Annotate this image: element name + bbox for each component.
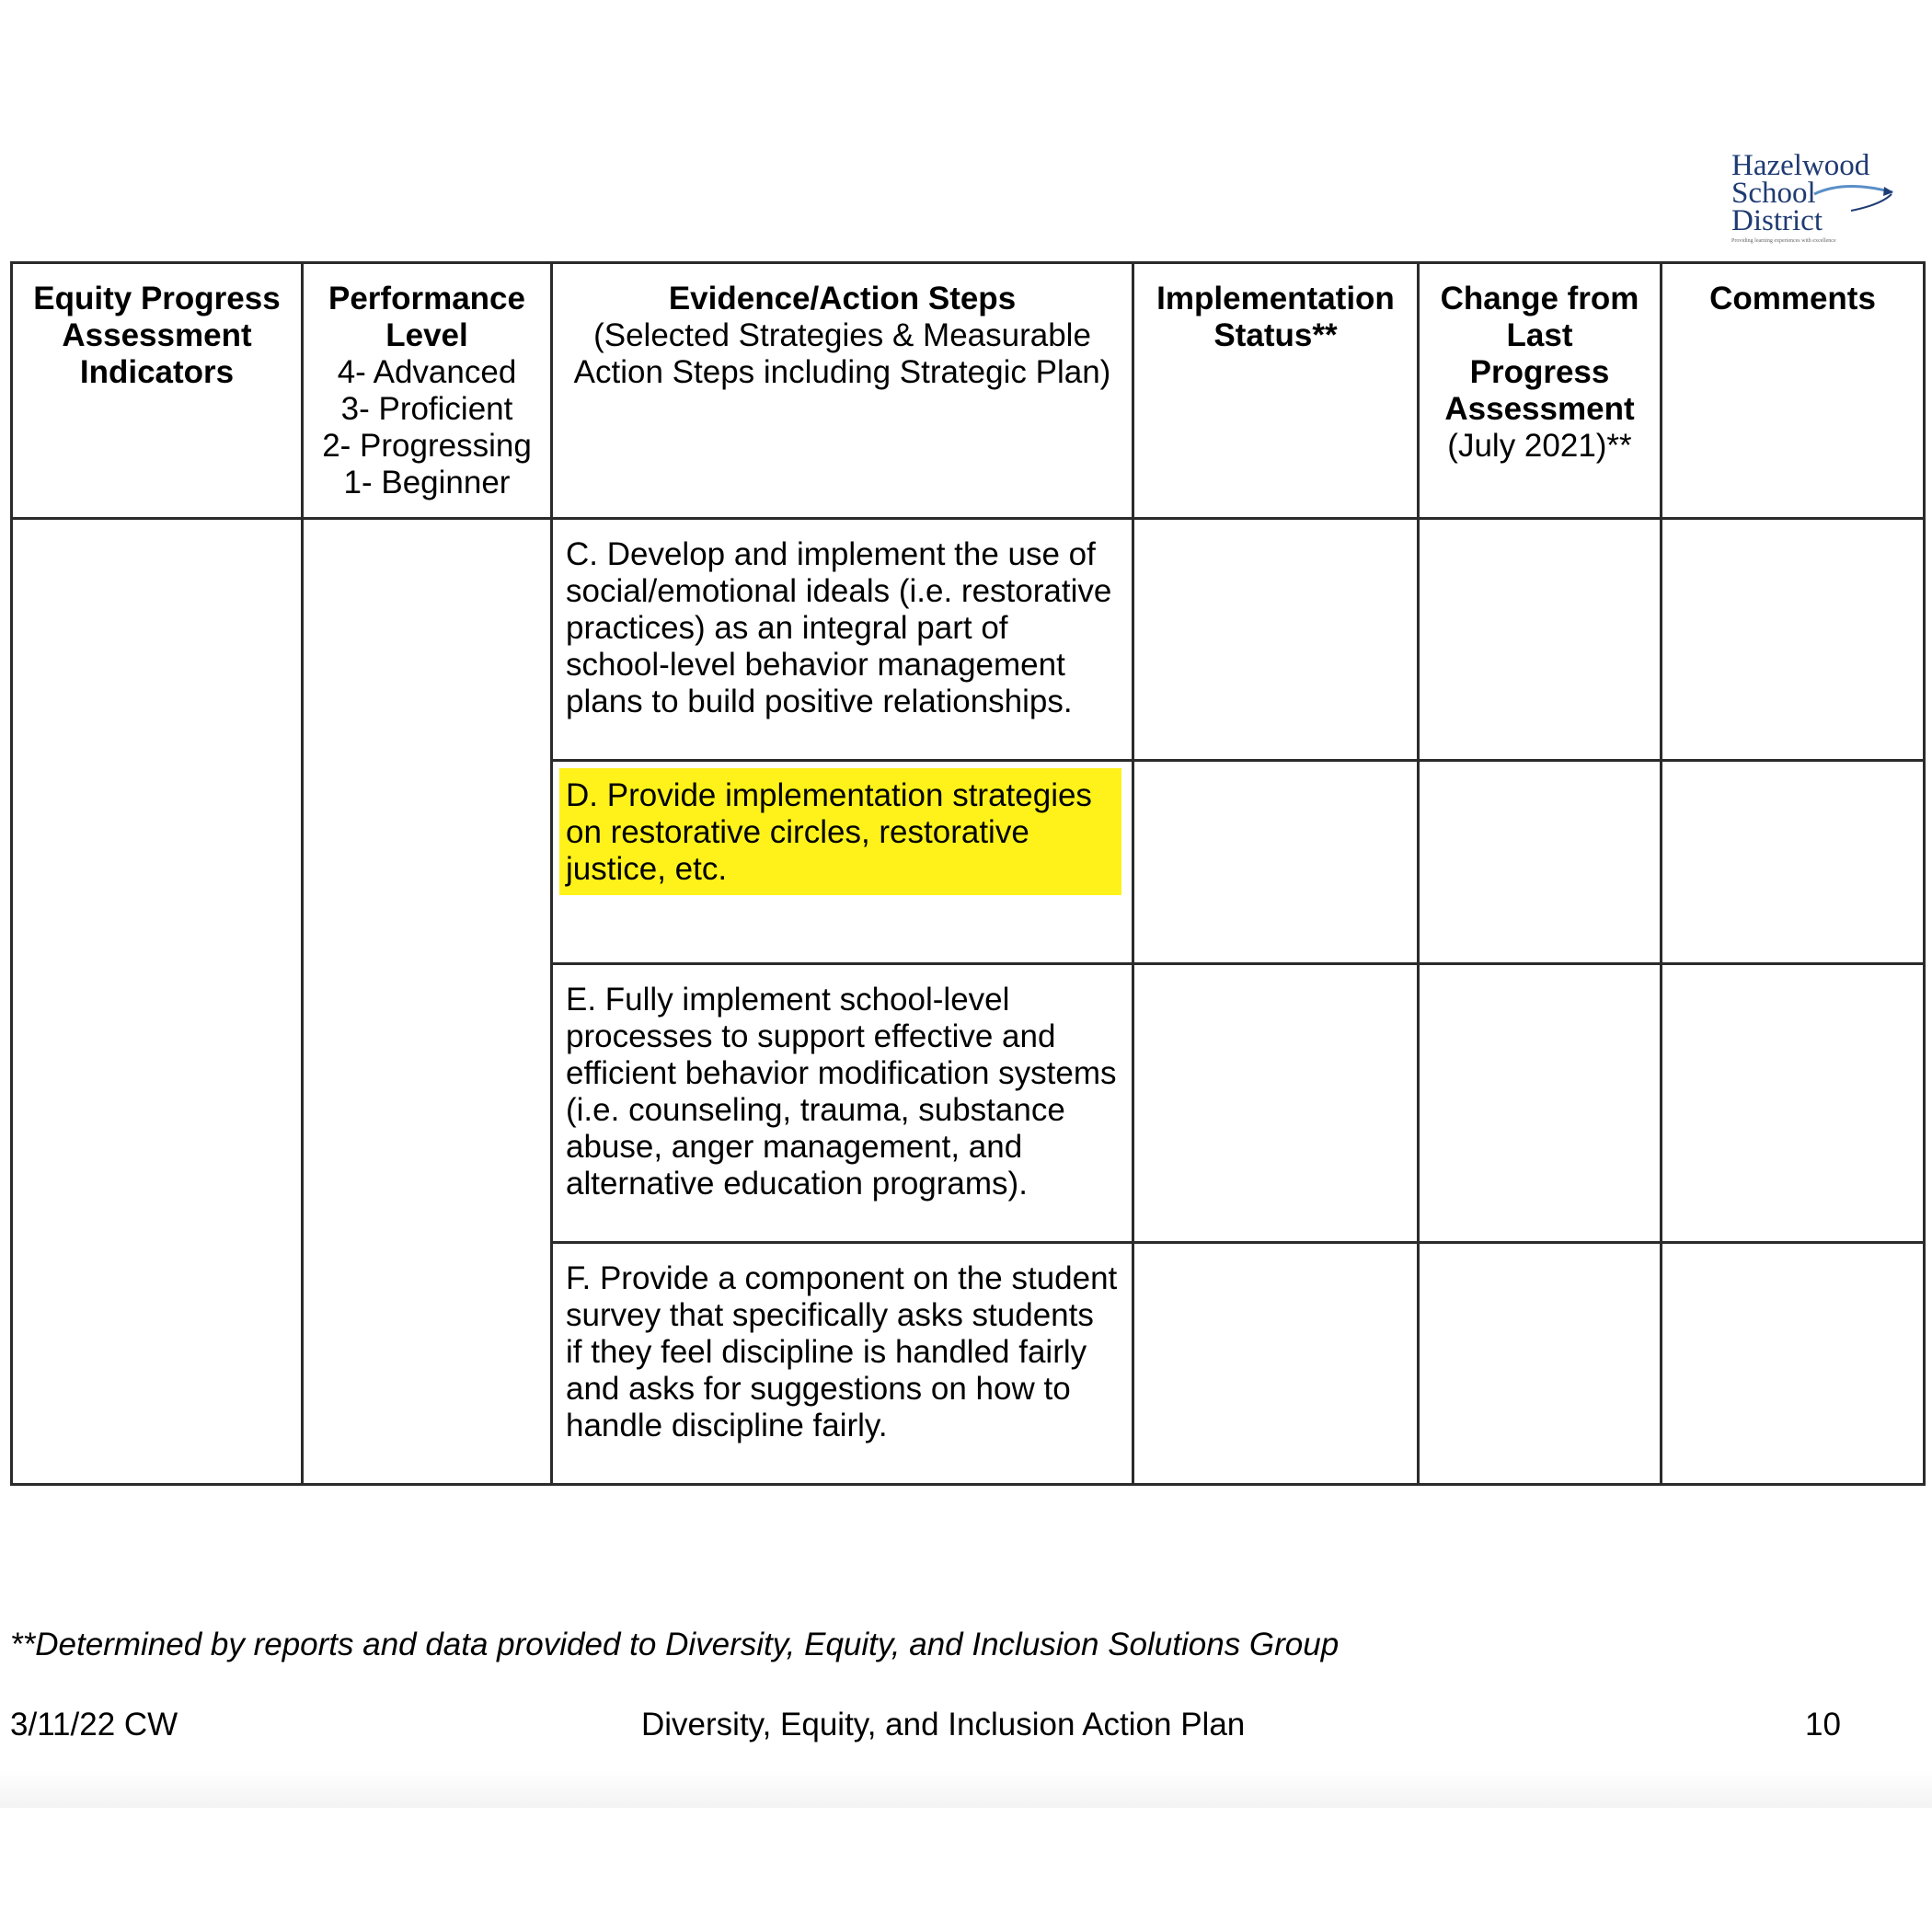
action-step-f: F. Provide a component on the student survey that specifically asks students if they feel discipline is handled fairly and asks for suggestions on how to handle discipline fairly. (566, 1260, 1118, 1443)
performance-level-cell (303, 519, 552, 1485)
footnote: **Determined by reports and data provided to Diversity, Equity, and Inclusion Solutions Group (10, 1627, 1340, 1662)
header-performance-level: Performance Level 4- Advanced 3- Proficient 2- Progressing 1- Beginner (303, 263, 552, 519)
change-cell (1419, 519, 1662, 761)
footer-date: 3/11/22 CW (10, 1707, 178, 1742)
action-step-c: C. Develop and implement the use of social/emotional ideals (i.e. restorative practices) as an integral part of school-level behavior management plans to build positive relationships. (566, 536, 1112, 719)
comments-cell (1662, 519, 1925, 761)
change-cell (1419, 964, 1662, 1243)
logo-line-1: Hazelwood (1731, 149, 1870, 182)
change-cell (1419, 761, 1662, 964)
table-row (12, 519, 1925, 761)
action-step-cell (552, 1243, 1133, 1485)
logo-line-2: School (1731, 177, 1816, 210)
footer-title: Diversity, Equity, and Inclusion Action Plan (641, 1707, 1246, 1742)
logo-tagline: Providing learning experiences with excellence (1731, 238, 1836, 244)
action-step-e: E. Fully implement school-level processes to support effective and efficient behavior modification systems (i.e. counseling, trauma, substance abuse, anger management, and alternative education programs). (566, 982, 1117, 1202)
header-equity-indicators: Equity Progress Assessment Indicators (12, 263, 303, 519)
header-change-from-last: Change from Last Progress Assessment (July 2021)** (1419, 263, 1662, 519)
implementation-status-cell (1133, 1243, 1419, 1485)
equity-indicator-cell (12, 519, 303, 1485)
header-evidence-action-steps: Evidence/Action Steps (Selected Strategies & Measurable Action Steps including Strategic Plan) (552, 263, 1133, 519)
header-comments: Comments (1662, 263, 1925, 519)
action-step-cell (552, 761, 1133, 964)
implementation-status-cell (1133, 964, 1419, 1243)
action-step-cell (552, 964, 1133, 1243)
page-number: 10 (1805, 1707, 1841, 1742)
change-cell (1419, 1243, 1662, 1485)
district-logo (1731, 150, 1897, 251)
implementation-status-cell (1133, 761, 1419, 964)
highlight-box (559, 768, 1121, 895)
comments-cell (1662, 1243, 1925, 1485)
action-plan-table (10, 261, 1926, 1486)
comments-cell (1662, 761, 1925, 964)
action-step-cell (552, 519, 1133, 761)
header-implementation-status: Implementation Status** (1133, 263, 1419, 519)
implementation-status-cell (1133, 519, 1419, 761)
logo-line-3: District (1731, 204, 1823, 237)
logo-swoosh-icon (1796, 178, 1897, 214)
table-header-row (12, 263, 1925, 519)
action-step-d: D. Provide implementation strategies on restorative circles, restorative justice, etc. (566, 777, 1092, 887)
comments-cell (1662, 964, 1925, 1243)
page-bottom-edge (0, 1771, 1932, 1808)
